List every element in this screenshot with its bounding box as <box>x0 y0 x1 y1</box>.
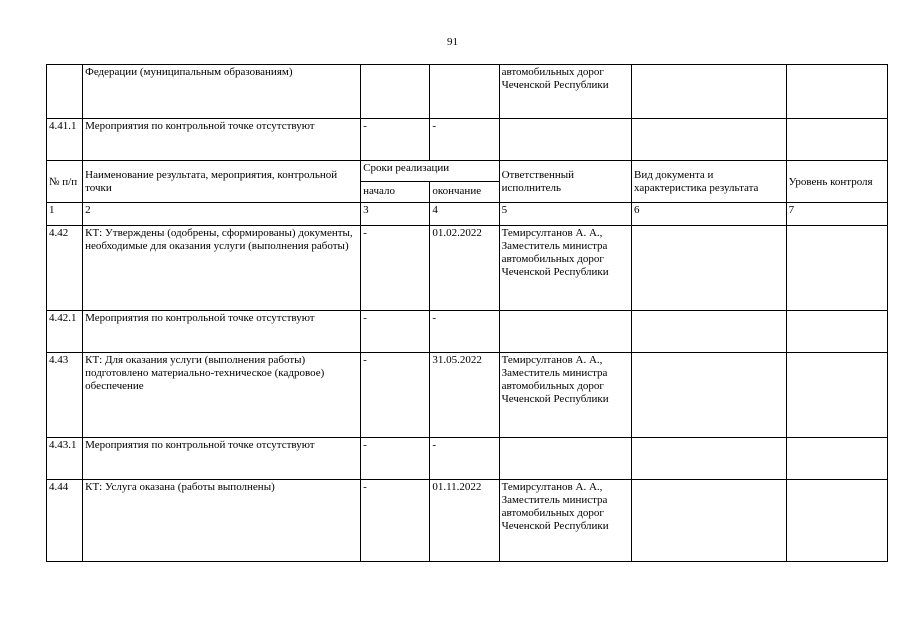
row-end: - <box>430 119 499 161</box>
row-name: Мероприятия по контрольной точке отсутствуют <box>83 119 361 161</box>
row-level <box>786 438 887 480</box>
row-start: - <box>361 311 430 353</box>
row-doc <box>632 438 787 480</box>
row-end: 01.11.2022 <box>430 480 499 562</box>
row-doc <box>632 226 787 311</box>
row-responsible: автомобильных дорог Чеченской Республики <box>499 65 631 119</box>
row-number: 4.43 <box>47 353 83 438</box>
table-row <box>47 226 888 311</box>
row-doc <box>632 119 787 161</box>
plan-table <box>46 64 888 562</box>
header-start: начало <box>361 182 430 203</box>
row-end: 31.05.2022 <box>430 353 499 438</box>
row-start <box>361 65 430 119</box>
row-number: 4.44 <box>47 480 83 562</box>
row-level <box>786 480 887 562</box>
row-end: - <box>430 311 499 353</box>
row-name: Мероприятия по контрольной точке отсутствуют <box>83 438 361 480</box>
row-number <box>47 65 83 119</box>
row-level <box>786 353 887 438</box>
row-end: 01.02.2022 <box>430 226 499 311</box>
row-number: 4.42.1 <box>47 311 83 353</box>
table-row <box>47 311 888 353</box>
header-num: № п/п <box>47 161 83 203</box>
header-doc-type: Вид документа и характеристика результата <box>632 161 787 203</box>
column-number-row <box>47 203 888 226</box>
row-responsible <box>499 438 631 480</box>
table-row <box>47 119 888 161</box>
column-number: 7 <box>786 203 887 226</box>
header-end: окончание <box>430 182 499 203</box>
row-doc <box>632 353 787 438</box>
column-number: 3 <box>361 203 430 226</box>
column-number: 1 <box>47 203 83 226</box>
row-responsible: Темирсултанов А. А., Заместитель министра автомобильных дорог Чеченской Республики <box>499 226 631 311</box>
row-number: 4.42 <box>47 226 83 311</box>
column-number: 4 <box>430 203 499 226</box>
row-start: - <box>361 119 430 161</box>
table-row <box>47 480 888 562</box>
row-name: Федерации (муниципальным образованиям) <box>83 65 361 119</box>
row-name: КТ: Услуга оказана (работы выполнены) <box>83 480 361 562</box>
row-doc <box>632 480 787 562</box>
row-name: КТ: Для оказания услуги (выполнения работы) подготовлено материально-техническое (кадровое) обеспечение <box>83 353 361 438</box>
table-row <box>47 353 888 438</box>
column-number: 2 <box>83 203 361 226</box>
table-row <box>47 438 888 480</box>
row-start: - <box>361 438 430 480</box>
column-number: 5 <box>499 203 631 226</box>
row-doc <box>632 65 787 119</box>
row-level <box>786 226 887 311</box>
page-number: 91 <box>447 36 458 48</box>
row-number: 4.43.1 <box>47 438 83 480</box>
row-end <box>430 65 499 119</box>
row-name: Мероприятия по контрольной точке отсутствуют <box>83 311 361 353</box>
header-responsible: Ответственный исполнитель <box>499 161 631 203</box>
row-responsible <box>499 119 631 161</box>
row-start: - <box>361 480 430 562</box>
header-row <box>47 161 888 182</box>
row-level <box>786 119 887 161</box>
header-terms: Сроки реализации <box>361 161 499 182</box>
row-start: - <box>361 226 430 311</box>
row-level <box>786 311 887 353</box>
row-level <box>786 65 887 119</box>
row-name: КТ: Утверждены (одобрены, сформированы) документы, необходимые для оказания услуги (выполнения работы) <box>83 226 361 311</box>
header-name: Наименование результата, мероприятия, контрольной точки <box>83 161 361 203</box>
row-number: 4.41.1 <box>47 119 83 161</box>
row-end: - <box>430 438 499 480</box>
row-doc <box>632 311 787 353</box>
table-row <box>47 65 888 119</box>
header-control-level: Уровень контроля <box>786 161 887 203</box>
row-start: - <box>361 353 430 438</box>
row-responsible <box>499 311 631 353</box>
row-responsible: Темирсултанов А. А., Заместитель министра автомобильных дорог Чеченской Республики <box>499 480 631 562</box>
column-number: 6 <box>632 203 787 226</box>
row-responsible: Темирсултанов А. А., Заместитель министра автомобильных дорог Чеченской Республики <box>499 353 631 438</box>
